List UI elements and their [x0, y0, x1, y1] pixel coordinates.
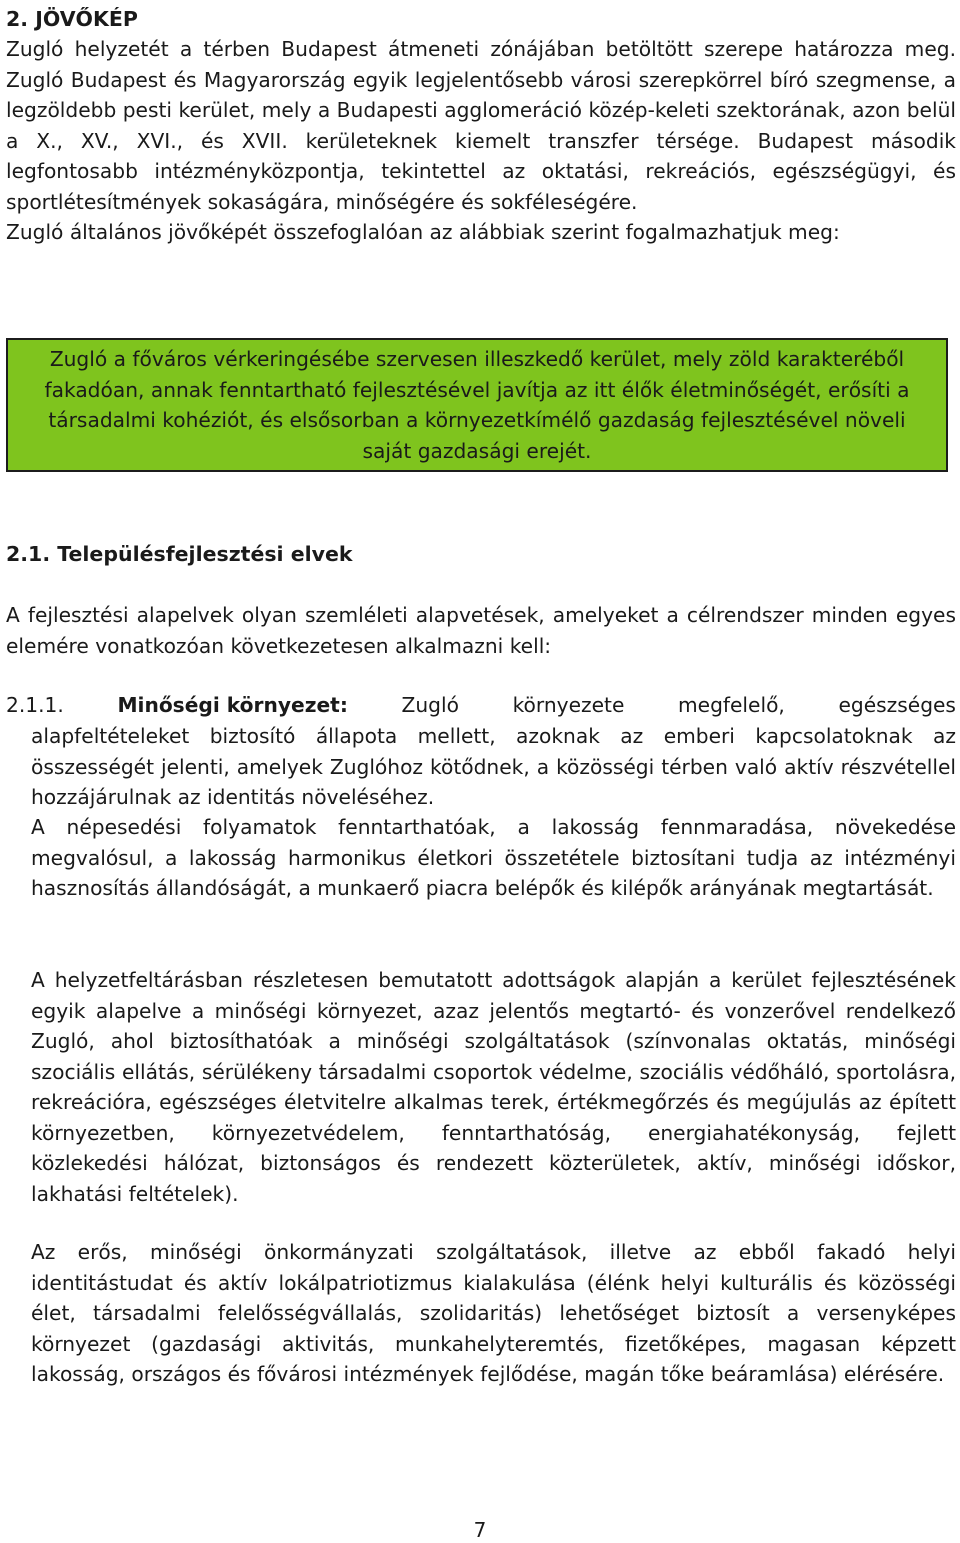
principle-quality-p2	[31, 812, 956, 904]
subsection-heading: 2.1. Településfejlesztési elvek	[6, 542, 353, 566]
principles-intro-text: A fejlesztési alapelvek olyan szemléleti alapvetések, amelyeket a célrendszer minden egyes elemére vonatkozóan következetesen alkalmazni kell:	[6, 603, 956, 658]
principle-title: Minőségi környezet:	[117, 693, 348, 717]
principle-quality-p1-text: alapfeltételeket biztosító állapota mellett, azoknak az emberi kapcsolatoknak az összességét jelenti, amelyek Zuglóhoz kötődnek, a közösségi térben való aktív részvétellel hozzájárulnak az identitás növeléséhez.	[31, 724, 956, 809]
page-number: 7	[473, 1518, 487, 1542]
principle-quality-first-line	[6, 690, 956, 721]
principle-quality-p2-text: A népesedési folyamatok fenntarthatóak, a lakosság fennmaradása, növekedése megvalósul, a lakosság harmonikus életkori összetétele biztosítani tudja az intézményi hasznosítás állandóságát, a munkaerő piacra belépők és kilépők arányának megtartását.	[31, 815, 956, 900]
principle-number: 2.1.1.	[6, 693, 64, 717]
principle-quality-p3	[31, 965, 956, 1209]
principle-first-line-word-2: környezete	[512, 693, 625, 717]
principle-quality-header	[6, 690, 956, 721]
principle-quality-p1	[31, 721, 956, 813]
principle-quality-p3-text: A helyzetfeltárásban részletesen bemutatott adottságok alapján a kerület fejlesztésének egyik alapelve a minőségi környezet, azaz jelentős megtartó- és vonzerővel rendelkező Zugló, ahol biztosíthatóak a minőségi szolgáltatások (színvonalas oktatás, minőségi szociális ellátás, sérülékeny társadalmi csoportok védelme, szociális védőháló, sportolásra, rekreációra, egészséges életvitelre alkalmas terek, értékmegőrzés és megújulás az épített környezetben, környezetvédelem, fenntarthatóság, energiahatékonyság, fejlett közlekedési hálózat, biztonságos és rendezett közterületek, aktív, minőségi időskor, lakhatási feltételek).	[31, 968, 956, 1206]
section-heading: 2. JÖVŐKÉP	[6, 7, 138, 31]
intro-summary-line: Zugló általános jövőképét összefoglalóan az alábbiak szerint fogalmazhatjuk meg:	[6, 220, 840, 244]
intro-paragraph: Zugló helyzetét a térben Budapest átmeneti zónájában betöltött szerepe határozza meg. Zugló Budapest és Magyarország egyik legjelentősebb városi szerepkörrel bíró szegmense, a legzöldebb pesti kerület, mely a Budapesti agglomeráció közép-keleti szektorának, azon belül a X., XV., XVI., és XVII. kerületeknek kiemelt transzfer térsége. Budapest második legfontosabb intézményközpontja, tekintettel az oktatási, rekreációs, egészségügyi, és sportlétesítmények sokaságára, minőségére és sokféleségére.	[6, 37, 956, 214]
vision-statement-text: Zugló a főváros vérkeringésébe szervesen illeszkedő kerület, mely zöld karakteréből fakadóan, annak fenntartható fejlesztésével javítja az itt élők életminőségét, erősíti a társadalmi kohéziót, és elsősorban a környezetkímélő gazdaság fejlesztésével növeli saját gazdasági erejét.	[44, 347, 910, 463]
principle-first-line-word-1: Zugló	[401, 693, 459, 717]
principle-quality-p4-text: Az erős, minőségi önkormányzati szolgáltatások, illetve az ebből fakadó helyi identitástudat és aktív lokálpatriotizmus kialakulása (élénk helyi kulturális és közösségi élet, társadalmi felelősségvállalás, szolidaritás) lehetőséget biztosít a versenyképes környezet (gazdasági aktivitás, munkahelyteremtés, fizetőképes, magasan képzett lakosság, országos és fővárosi intézmények fejlődése, magán tőke beáramlása) elérésére.	[31, 1240, 956, 1386]
principle-first-line-word-4: egészséges	[838, 693, 956, 717]
principles-intro	[6, 600, 956, 661]
principle-quality-p4	[31, 1237, 956, 1390]
vision-statement-box	[6, 338, 948, 472]
intro-block	[6, 34, 956, 248]
principle-first-line-word-3: megfelelő,	[678, 693, 785, 717]
